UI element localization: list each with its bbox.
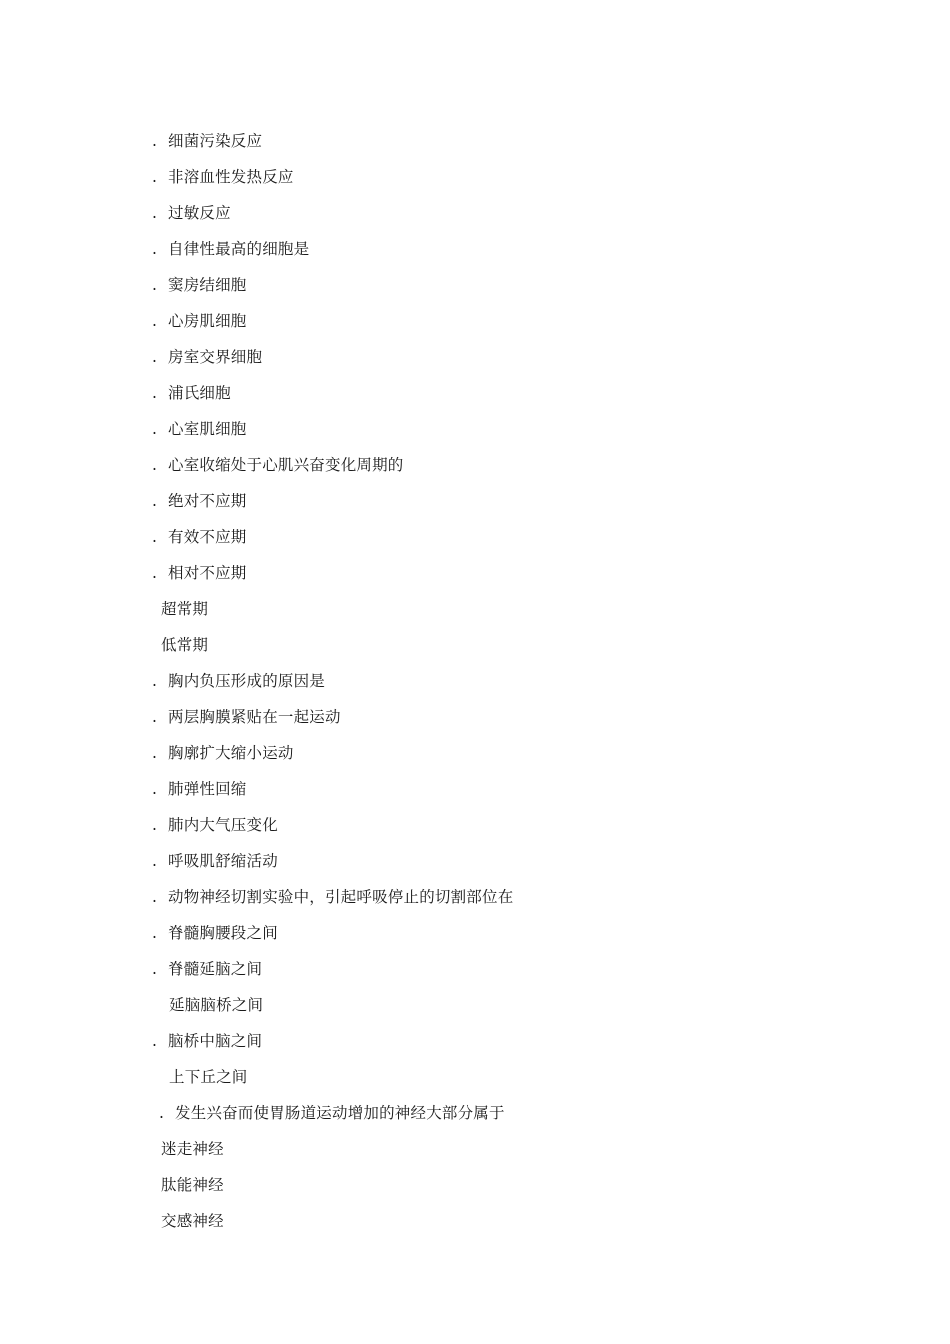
text-line	[152, 813, 278, 837]
text-line	[152, 453, 404, 477]
list-marker: .	[152, 708, 158, 726]
list-marker: .	[159, 1104, 165, 1122]
line-text: 相对不应期	[168, 564, 247, 582]
list-marker: .	[152, 132, 158, 150]
text-line	[152, 201, 231, 225]
line-text: 动物神经切割实验中，引起呼吸停止的切割部位在	[168, 888, 514, 906]
list-marker: .	[152, 924, 158, 942]
line-text: 超常期	[161, 600, 209, 618]
line-text: 低常期	[161, 636, 209, 654]
text-line	[152, 345, 262, 369]
line-text: 呼吸肌舒缩活动	[168, 852, 278, 870]
text-line	[169, 1065, 248, 1089]
line-text: 上下丘之间	[169, 1068, 248, 1086]
text-line	[152, 777, 247, 801]
text-line	[152, 669, 325, 693]
text-line	[152, 705, 341, 729]
list-marker: .	[152, 1032, 158, 1050]
line-text: 窦房结细胞	[168, 276, 247, 294]
line-text: 肽能神经	[161, 1176, 224, 1194]
text-line	[152, 957, 262, 981]
text-line	[161, 1173, 224, 1197]
list-marker: .	[152, 744, 158, 762]
line-text: 肺弹性回缩	[168, 780, 247, 798]
list-marker: .	[152, 456, 158, 474]
line-text: 自律性最高的细胞是	[168, 240, 310, 258]
list-marker: .	[152, 492, 158, 510]
line-text: 延脑脑桥之间	[169, 996, 264, 1014]
line-text: 过敏反应	[168, 204, 231, 222]
line-text: 房室交界细胞	[168, 348, 263, 366]
text-line	[161, 1209, 224, 1233]
line-text: 脊髓延脑之间	[168, 960, 263, 978]
text-line	[152, 129, 262, 153]
line-text: 细菌污染反应	[168, 132, 263, 150]
text-line	[152, 489, 247, 513]
text-line	[159, 1101, 505, 1125]
line-text: 两层胸膜紧贴在一起运动	[168, 708, 341, 726]
text-line	[152, 381, 231, 405]
text-line	[152, 741, 294, 765]
line-text: 非溶血性发热反应	[168, 168, 294, 186]
list-marker: .	[152, 276, 158, 294]
list-marker: .	[152, 672, 158, 690]
list-marker: .	[152, 528, 158, 546]
line-text: 脑桥中脑之间	[168, 1032, 263, 1050]
line-text: 胸廓扩大缩小运动	[168, 744, 294, 762]
text-line	[161, 633, 208, 657]
text-line	[169, 993, 263, 1017]
line-text: 心室肌细胞	[168, 420, 247, 438]
list-marker: .	[152, 780, 158, 798]
text-line	[152, 237, 309, 261]
line-text: 肺内大气压变化	[168, 816, 278, 834]
text-line	[161, 597, 208, 621]
list-marker: .	[152, 960, 158, 978]
text-line	[152, 921, 278, 945]
line-text: 浦氏细胞	[168, 384, 231, 402]
line-text: 脊髓胸腰段之间	[168, 924, 278, 942]
text-line	[161, 1137, 224, 1161]
list-marker: .	[152, 564, 158, 582]
text-line	[152, 885, 513, 909]
line-text: 迷走神经	[161, 1140, 224, 1158]
list-marker: .	[152, 852, 158, 870]
list-marker: .	[152, 888, 158, 906]
list-marker: .	[152, 420, 158, 438]
line-text: 有效不应期	[168, 528, 247, 546]
list-marker: .	[152, 168, 158, 186]
list-marker: .	[152, 240, 158, 258]
list-marker: .	[152, 816, 158, 834]
line-text: 绝对不应期	[168, 492, 247, 510]
line-text: 交感神经	[161, 1212, 224, 1230]
list-marker: .	[152, 312, 158, 330]
line-text: 胸内负压形成的原因是	[168, 672, 326, 690]
text-line	[152, 165, 294, 189]
line-text: 心房肌细胞	[168, 312, 247, 330]
text-line	[152, 417, 247, 441]
text-line	[152, 1029, 262, 1053]
list-marker: .	[152, 204, 158, 222]
list-marker: .	[152, 384, 158, 402]
text-line	[152, 525, 247, 549]
line-text: 发生兴奋而使胃肠道运动增加的神经大部分属于	[175, 1104, 505, 1122]
text-line	[152, 273, 247, 297]
list-marker: .	[152, 348, 158, 366]
line-text: 心室收缩处于心肌兴奋变化周期的	[168, 456, 404, 474]
text-line	[152, 849, 278, 873]
text-line	[152, 561, 247, 585]
text-line	[152, 309, 247, 333]
